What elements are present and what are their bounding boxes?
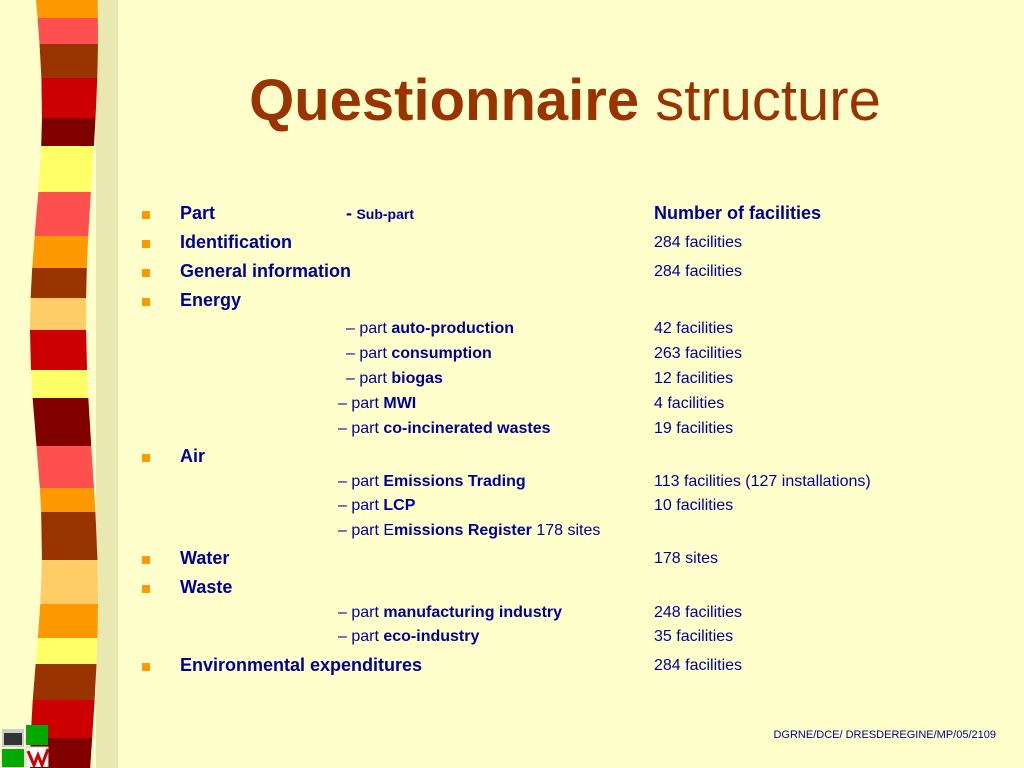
header-dash: - (346, 203, 352, 223)
sub-item-label: – part co-incinerated wastes (338, 420, 551, 437)
list-item (0, 290, 1024, 316)
bullet-icon (142, 298, 150, 306)
bullet-icon (142, 585, 150, 593)
sub-item-count: 10 facilities (654, 497, 734, 514)
sub-item-count: 35 facilities (654, 628, 734, 645)
sub-item (0, 395, 1024, 421)
bullet-icon (142, 240, 150, 248)
header-part: Part (180, 203, 216, 223)
item-count: 284 facilities (654, 234, 743, 251)
sub-item-label: – part MWI (338, 395, 417, 412)
item-label: Identification (180, 232, 292, 252)
title-regular: structure (655, 68, 881, 133)
list-item (0, 232, 1024, 258)
bullet-icon (142, 663, 150, 671)
sub-item (0, 473, 1024, 499)
stripe-segment (36, 0, 98, 18)
sub-item (0, 370, 1024, 396)
header-subpart (346, 203, 414, 224)
item-label: Air (180, 446, 206, 466)
sub-item (0, 604, 1024, 630)
sub-item-count: 263 facilities (654, 345, 743, 362)
sub-item-count: 248 facilities (654, 604, 743, 621)
sub-item-count: 42 facilities (654, 320, 734, 337)
sub-item-label: – part Emissions Register 178 sites (338, 522, 601, 539)
sub-item-label: – part Emissions Trading (338, 473, 526, 490)
stripe-segment (38, 146, 94, 192)
title-bold: Questionnaire (249, 68, 640, 133)
header-subpart-label: Sub-part (356, 206, 415, 222)
item-count: 284 facilities (654, 263, 743, 280)
sub-item-label: – part eco-industry (338, 628, 480, 645)
page-title (0, 66, 1024, 136)
list-item (0, 548, 1024, 574)
list-item (0, 261, 1024, 287)
header-count: Number of facilities (654, 203, 822, 223)
sub-item-count: 178 sites (536, 522, 601, 539)
sub-item-count: 12 facilities (654, 370, 734, 387)
bullet-icon (142, 556, 150, 564)
sub-item-label: – part auto-production (346, 320, 514, 337)
list-item (0, 446, 1024, 472)
bullet-icon (142, 211, 150, 219)
walloon-region-logo (2, 725, 52, 767)
bullet-icon (142, 454, 150, 462)
sub-item-count: 4 facilities (654, 395, 725, 412)
item-count: 178 sites (654, 550, 719, 567)
sub-item-label: – part LCP (338, 497, 416, 514)
item-label: Environmental expenditures (180, 655, 423, 675)
sub-item (0, 345, 1024, 371)
item-label: Energy (180, 290, 242, 310)
item-label: Waste (180, 577, 233, 597)
sub-item-label: – part manufacturing industry (338, 604, 563, 621)
sub-item-count: 19 facilities (654, 420, 734, 437)
footer-reference: DGRNE/DCE/ DRESDEREGINE/MP/05/2109 (773, 729, 996, 741)
bullet-icon (142, 269, 150, 277)
stripe-segment (38, 18, 98, 44)
item-count: 284 facilities (654, 657, 743, 674)
header-row (0, 203, 1024, 229)
sub-item (0, 628, 1024, 654)
sub-item-label: – part biogas (346, 370, 443, 387)
list-item (0, 655, 1024, 681)
sub-item (0, 320, 1024, 346)
sub-item (0, 522, 1024, 548)
sub-item-count: 113 facilities (127 installations) (654, 473, 871, 490)
sub-item-label: – part consumption (346, 345, 492, 362)
item-label: General information (180, 261, 352, 281)
item-label: Water (180, 548, 230, 568)
sub-item (0, 497, 1024, 523)
list-item (0, 577, 1024, 603)
sub-item (0, 420, 1024, 446)
